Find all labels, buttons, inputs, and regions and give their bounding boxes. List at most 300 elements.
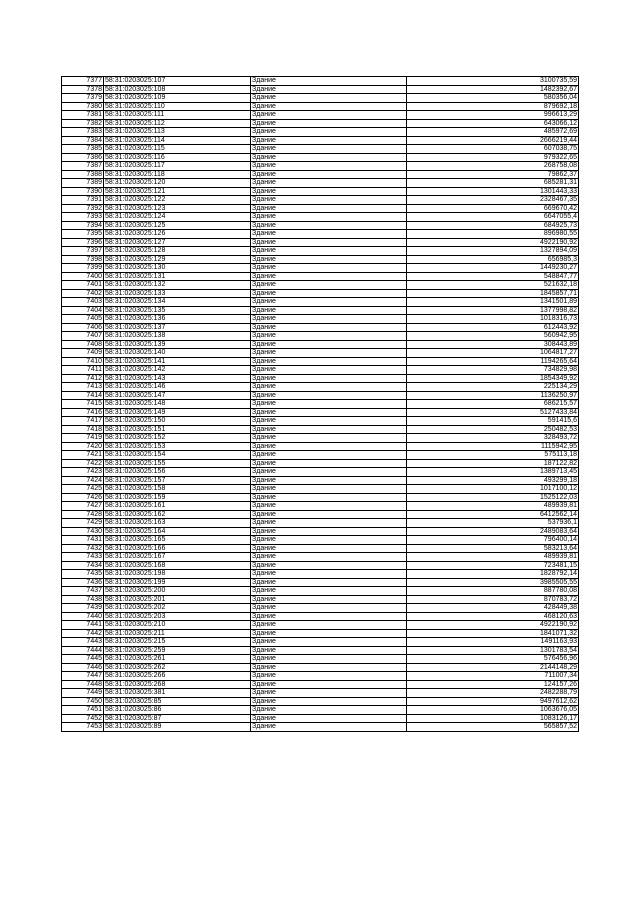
cadastral-number-cell: 58:31:0203025:122 bbox=[104, 196, 251, 205]
object-type-cell: Здание bbox=[251, 459, 407, 468]
object-type-cell: Здание bbox=[251, 349, 407, 358]
cadastral-value-cell: 187122,82 bbox=[407, 459, 579, 468]
table-row bbox=[62, 196, 579, 205]
table-row bbox=[62, 408, 579, 417]
object-type-cell: Здание bbox=[251, 680, 407, 689]
cadastral-value-cell: 428449,38 bbox=[407, 604, 579, 613]
table-row bbox=[62, 527, 579, 536]
cadastral-value-cell: 643066,12 bbox=[407, 119, 579, 128]
cadastral-value-cell: 1018316,73 bbox=[407, 315, 579, 324]
cadastral-number-cell: 58:31:0203025:87 bbox=[104, 714, 251, 723]
row-number-cell: 7400 bbox=[62, 272, 104, 281]
cadastral-number-cell: 58:31:0203025:115 bbox=[104, 145, 251, 154]
cadastral-number-cell: 58:31:0203025:198 bbox=[104, 570, 251, 579]
cadastral-number-cell: 58:31:0203025:107 bbox=[104, 77, 251, 86]
cadastral-value-cell: 1301783,54 bbox=[407, 646, 579, 655]
cadastral-value-cell: 6647055,4 bbox=[407, 213, 579, 222]
row-number-cell: 7396 bbox=[62, 238, 104, 247]
row-number-cell: 7388 bbox=[62, 170, 104, 179]
cadastral-number-cell: 58:31:0203025:137 bbox=[104, 323, 251, 332]
row-number-cell: 7431 bbox=[62, 536, 104, 545]
object-type-cell: Здание bbox=[251, 102, 407, 111]
table-row bbox=[62, 672, 579, 681]
row-number-cell: 7405 bbox=[62, 315, 104, 324]
object-type-cell: Здание bbox=[251, 221, 407, 230]
object-type-cell: Здание bbox=[251, 289, 407, 298]
object-type-cell: Здание bbox=[251, 136, 407, 145]
cadastral-value-cell: 1341501,89 bbox=[407, 298, 579, 307]
cadastral-value-cell: 493299,18 bbox=[407, 476, 579, 485]
table-row bbox=[62, 349, 579, 358]
object-type-cell: Здание bbox=[251, 128, 407, 137]
cadastral-value-cell: 607038,75 bbox=[407, 145, 579, 154]
row-number-cell: 7394 bbox=[62, 221, 104, 230]
object-type-cell: Здание bbox=[251, 357, 407, 366]
cadastral-value-cell: 686215,57 bbox=[407, 400, 579, 409]
cadastral-number-cell: 58:31:0203025:139 bbox=[104, 340, 251, 349]
table-row bbox=[62, 451, 579, 460]
object-type-cell: Здание bbox=[251, 255, 407, 264]
cadastral-number-cell: 58:31:0203025:138 bbox=[104, 332, 251, 341]
row-number-cell: 7402 bbox=[62, 289, 104, 298]
cadastral-value-cell: 548847,77 bbox=[407, 272, 579, 281]
object-type-cell: Здание bbox=[251, 587, 407, 596]
cadastral-number-cell: 58:31:0203025:199 bbox=[104, 578, 251, 587]
object-type-cell: Здание bbox=[251, 162, 407, 171]
table-row bbox=[62, 391, 579, 400]
cadastral-value-cell: 1063676,05 bbox=[407, 706, 579, 715]
object-type-cell: Здание bbox=[251, 340, 407, 349]
cadastral-value-cell: 6412562,14 bbox=[407, 510, 579, 519]
row-number-cell: 7438 bbox=[62, 595, 104, 604]
row-number-cell: 7449 bbox=[62, 689, 104, 698]
cadastral-value-cell: 1845857,71 bbox=[407, 289, 579, 298]
cadastral-value-cell: 1064817,27 bbox=[407, 349, 579, 358]
table-row bbox=[62, 442, 579, 451]
cadastral-value-cell: 308443,89 bbox=[407, 340, 579, 349]
table-row bbox=[62, 544, 579, 553]
cadastral-number-cell: 58:31:0203025:203 bbox=[104, 612, 251, 621]
table-row bbox=[62, 145, 579, 154]
table-row bbox=[62, 162, 579, 171]
object-type-cell: Здание bbox=[251, 621, 407, 630]
table-row bbox=[62, 366, 579, 375]
cadastral-number-cell: 58:31:0203025:200 bbox=[104, 587, 251, 596]
cadastral-value-cell: 79862,37 bbox=[407, 170, 579, 179]
row-number-cell: 7397 bbox=[62, 247, 104, 256]
cadastral-number-cell: 58:31:0203025:167 bbox=[104, 553, 251, 562]
row-number-cell: 7453 bbox=[62, 723, 104, 732]
cadastral-value-cell: 225134,29 bbox=[407, 383, 579, 392]
row-number-cell: 7381 bbox=[62, 111, 104, 120]
table-row bbox=[62, 179, 579, 188]
object-type-cell: Здание bbox=[251, 196, 407, 205]
row-number-cell: 7452 bbox=[62, 714, 104, 723]
row-number-cell: 7446 bbox=[62, 663, 104, 672]
row-number-cell: 7447 bbox=[62, 672, 104, 681]
cadastral-value-cell: 583213,64 bbox=[407, 544, 579, 553]
object-type-cell: Здание bbox=[251, 264, 407, 273]
cadastral-number-cell: 58:31:0203025:110 bbox=[104, 102, 251, 111]
table-row bbox=[62, 230, 579, 239]
object-type-cell: Здание bbox=[251, 502, 407, 511]
row-number-cell: 7387 bbox=[62, 162, 104, 171]
object-type-cell: Здание bbox=[251, 391, 407, 400]
object-type-cell: Здание bbox=[251, 425, 407, 434]
cadastral-number-cell: 58:31:0203025:126 bbox=[104, 230, 251, 239]
row-number-cell: 7418 bbox=[62, 425, 104, 434]
object-type-cell: Здание bbox=[251, 697, 407, 706]
cadastral-number-cell: 58:31:0203025:153 bbox=[104, 442, 251, 451]
row-number-cell: 7404 bbox=[62, 306, 104, 315]
object-type-cell: Здание bbox=[251, 408, 407, 417]
cadastral-number-cell: 58:31:0203025:131 bbox=[104, 272, 251, 281]
cadastral-number-cell: 58:31:0203025:166 bbox=[104, 544, 251, 553]
row-number-cell: 7440 bbox=[62, 612, 104, 621]
cadastral-number-cell: 58:31:0203025:156 bbox=[104, 468, 251, 477]
cadastral-value-cell: 684925,73 bbox=[407, 221, 579, 230]
table-row bbox=[62, 102, 579, 111]
table-row bbox=[62, 502, 579, 511]
cadastral-table bbox=[61, 76, 579, 732]
table-row bbox=[62, 604, 579, 613]
cadastral-number-cell: 58:31:0203025:149 bbox=[104, 408, 251, 417]
table-row bbox=[62, 595, 579, 604]
cadastral-number-cell: 58:31:0203025:86 bbox=[104, 706, 251, 715]
cadastral-number-cell: 58:31:0203025:141 bbox=[104, 357, 251, 366]
table-row bbox=[62, 561, 579, 570]
object-type-cell: Здание bbox=[251, 366, 407, 375]
cadastral-value-cell: 1828792,14 bbox=[407, 570, 579, 579]
cadastral-number-cell: 58:31:0203025:159 bbox=[104, 493, 251, 502]
row-number-cell: 7383 bbox=[62, 128, 104, 137]
cadastral-value-cell: 2482288,79 bbox=[407, 689, 579, 698]
cadastral-value-cell: 887780,08 bbox=[407, 587, 579, 596]
object-type-cell: Здание bbox=[251, 247, 407, 256]
table-row bbox=[62, 281, 579, 290]
cadastral-value-cell: 1115942,95 bbox=[407, 442, 579, 451]
table-row bbox=[62, 315, 579, 324]
row-number-cell: 7435 bbox=[62, 570, 104, 579]
cadastral-value-cell: 250482,53 bbox=[407, 425, 579, 434]
row-number-cell: 7448 bbox=[62, 680, 104, 689]
cadastral-number-cell: 58:31:0203025:146 bbox=[104, 383, 251, 392]
table-row bbox=[62, 459, 579, 468]
cadastral-number-cell: 58:31:0203025:201 bbox=[104, 595, 251, 604]
cadastral-number-cell: 58:31:0203025:129 bbox=[104, 255, 251, 264]
cadastral-value-cell: 796400,14 bbox=[407, 536, 579, 545]
document-page bbox=[61, 76, 579, 732]
cadastral-value-cell: 268758,08 bbox=[407, 162, 579, 171]
cadastral-value-cell: 521632,18 bbox=[407, 281, 579, 290]
table-row bbox=[62, 468, 579, 477]
cadastral-value-cell: 565857,52 bbox=[407, 723, 579, 732]
object-type-cell: Здание bbox=[251, 612, 407, 621]
table-row bbox=[62, 94, 579, 103]
object-type-cell: Здание bbox=[251, 629, 407, 638]
cadastral-value-cell: 879692,18 bbox=[407, 102, 579, 111]
cadastral-number-cell: 58:31:0203025:121 bbox=[104, 187, 251, 196]
table-row bbox=[62, 493, 579, 502]
table-row bbox=[62, 587, 579, 596]
cadastral-value-cell: 1377998,82 bbox=[407, 306, 579, 315]
cadastral-number-cell: 58:31:0203025:259 bbox=[104, 646, 251, 655]
cadastral-number-cell: 58:31:0203025:140 bbox=[104, 349, 251, 358]
cadastral-number-cell: 58:31:0203025:215 bbox=[104, 638, 251, 647]
cadastral-number-cell: 58:31:0203025:154 bbox=[104, 451, 251, 460]
row-number-cell: 7421 bbox=[62, 451, 104, 460]
table-row bbox=[62, 536, 579, 545]
cadastral-number-cell: 58:31:0203025:168 bbox=[104, 561, 251, 570]
row-number-cell: 7408 bbox=[62, 340, 104, 349]
cadastral-value-cell: 489939,81 bbox=[407, 502, 579, 511]
cadastral-number-cell: 58:31:0203025:108 bbox=[104, 85, 251, 94]
cadastral-number-cell: 58:31:0203025:89 bbox=[104, 723, 251, 732]
cadastral-number-cell: 58:31:0203025:109 bbox=[104, 94, 251, 103]
table-row bbox=[62, 485, 579, 494]
cadastral-number-cell: 58:31:0203025:135 bbox=[104, 306, 251, 315]
cadastral-number-cell: 58:31:0203025:261 bbox=[104, 655, 251, 664]
row-number-cell: 7393 bbox=[62, 213, 104, 222]
cadastral-value-cell: 4922190,92 bbox=[407, 621, 579, 630]
row-number-cell: 7409 bbox=[62, 349, 104, 358]
row-number-cell: 7433 bbox=[62, 553, 104, 562]
cadastral-number-cell: 58:31:0203025:117 bbox=[104, 162, 251, 171]
object-type-cell: Здание bbox=[251, 536, 407, 545]
cadastral-number-cell: 58:31:0203025:123 bbox=[104, 204, 251, 213]
cadastral-value-cell: 575113,18 bbox=[407, 451, 579, 460]
row-number-cell: 7437 bbox=[62, 587, 104, 596]
cadastral-value-cell: 9497612,62 bbox=[407, 697, 579, 706]
cadastral-value-cell: 1017100,12 bbox=[407, 485, 579, 494]
row-number-cell: 7392 bbox=[62, 204, 104, 213]
object-type-cell: Здание bbox=[251, 451, 407, 460]
object-type-cell: Здание bbox=[251, 723, 407, 732]
object-type-cell: Здание bbox=[251, 442, 407, 451]
row-number-cell: 7424 bbox=[62, 476, 104, 485]
row-number-cell: 7415 bbox=[62, 400, 104, 409]
cadastral-number-cell: 58:31:0203025:268 bbox=[104, 680, 251, 689]
object-type-cell: Здание bbox=[251, 298, 407, 307]
table-row bbox=[62, 689, 579, 698]
cadastral-value-cell: 1841071,32 bbox=[407, 629, 579, 638]
row-number-cell: 7386 bbox=[62, 153, 104, 162]
object-type-cell: Здание bbox=[251, 417, 407, 426]
cadastral-value-cell: 979322,65 bbox=[407, 153, 579, 162]
cadastral-number-cell: 58:31:0203025:155 bbox=[104, 459, 251, 468]
table-row bbox=[62, 136, 579, 145]
table-row bbox=[62, 264, 579, 273]
cadastral-number-cell: 58:31:0203025:202 bbox=[104, 604, 251, 613]
table-row bbox=[62, 655, 579, 664]
object-type-cell: Здание bbox=[251, 485, 407, 494]
table-row bbox=[62, 340, 579, 349]
cadastral-value-cell: 1327894,09 bbox=[407, 247, 579, 256]
cadastral-number-cell: 58:31:0203025:143 bbox=[104, 374, 251, 383]
table-row bbox=[62, 77, 579, 86]
row-number-cell: 7419 bbox=[62, 434, 104, 443]
row-number-cell: 7414 bbox=[62, 391, 104, 400]
table-row bbox=[62, 153, 579, 162]
cadastral-number-cell: 58:31:0203025:147 bbox=[104, 391, 251, 400]
cadastral-number-cell: 58:31:0203025:130 bbox=[104, 264, 251, 273]
cadastral-number-cell: 58:31:0203025:266 bbox=[104, 672, 251, 681]
cadastral-number-cell: 58:31:0203025:113 bbox=[104, 128, 251, 137]
cadastral-value-cell: 1389713,45 bbox=[407, 468, 579, 477]
row-number-cell: 7406 bbox=[62, 323, 104, 332]
table-row bbox=[62, 119, 579, 128]
cadastral-value-cell: 656985,3 bbox=[407, 255, 579, 264]
table-row bbox=[62, 255, 579, 264]
table-row bbox=[62, 85, 579, 94]
object-type-cell: Здание bbox=[251, 230, 407, 239]
table-row bbox=[62, 663, 579, 672]
table-row bbox=[62, 128, 579, 137]
row-number-cell: 7410 bbox=[62, 357, 104, 366]
cadastral-number-cell: 58:31:0203025:162 bbox=[104, 510, 251, 519]
object-type-cell: Здание bbox=[251, 527, 407, 536]
row-number-cell: 7395 bbox=[62, 230, 104, 239]
cadastral-value-cell: 896980,55 bbox=[407, 230, 579, 239]
object-type-cell: Здание bbox=[251, 323, 407, 332]
table-row bbox=[62, 706, 579, 715]
table-row bbox=[62, 272, 579, 281]
cadastral-number-cell: 58:31:0203025:124 bbox=[104, 213, 251, 222]
row-number-cell: 7403 bbox=[62, 298, 104, 307]
object-type-cell: Здание bbox=[251, 179, 407, 188]
object-type-cell: Здание bbox=[251, 213, 407, 222]
cadastral-value-cell: 468120,63 bbox=[407, 612, 579, 621]
cadastral-value-cell: 1083126,17 bbox=[407, 714, 579, 723]
row-number-cell: 7382 bbox=[62, 119, 104, 128]
object-type-cell: Здание bbox=[251, 689, 407, 698]
cadastral-number-cell: 58:31:0203025:118 bbox=[104, 170, 251, 179]
table-row bbox=[62, 680, 579, 689]
object-type-cell: Здание bbox=[251, 646, 407, 655]
table-row bbox=[62, 638, 579, 647]
cadastral-number-cell: 58:31:0203025:211 bbox=[104, 629, 251, 638]
table-row bbox=[62, 187, 579, 196]
table-row bbox=[62, 621, 579, 630]
cadastral-value-cell: 1449230,27 bbox=[407, 264, 579, 273]
row-number-cell: 7391 bbox=[62, 196, 104, 205]
row-number-cell: 7451 bbox=[62, 706, 104, 715]
row-number-cell: 7436 bbox=[62, 578, 104, 587]
cadastral-number-cell: 58:31:0203025:142 bbox=[104, 366, 251, 375]
table-row bbox=[62, 111, 579, 120]
table-row bbox=[62, 578, 579, 587]
object-type-cell: Здание bbox=[251, 638, 407, 647]
cadastral-value-cell: 1482392,67 bbox=[407, 85, 579, 94]
table-row bbox=[62, 400, 579, 409]
cadastral-value-cell: 485972,69 bbox=[407, 128, 579, 137]
table-row bbox=[62, 714, 579, 723]
cadastral-number-cell: 58:31:0203025:128 bbox=[104, 247, 251, 256]
row-number-cell: 7385 bbox=[62, 145, 104, 154]
cadastral-number-cell: 58:31:0203025:85 bbox=[104, 697, 251, 706]
cadastral-number-cell: 58:31:0203025:136 bbox=[104, 315, 251, 324]
cadastral-value-cell: 2666219,44 bbox=[407, 136, 579, 145]
table-row bbox=[62, 553, 579, 562]
object-type-cell: Здание bbox=[251, 655, 407, 664]
table-row bbox=[62, 374, 579, 383]
table-row bbox=[62, 612, 579, 621]
cadastral-value-cell: 723481,15 bbox=[407, 561, 579, 570]
row-number-cell: 7422 bbox=[62, 459, 104, 468]
row-number-cell: 7445 bbox=[62, 655, 104, 664]
row-number-cell: 7389 bbox=[62, 179, 104, 188]
row-number-cell: 7432 bbox=[62, 544, 104, 553]
cadastral-number-cell: 58:31:0203025:120 bbox=[104, 179, 251, 188]
table-row bbox=[62, 306, 579, 315]
row-number-cell: 7401 bbox=[62, 281, 104, 290]
row-number-cell: 7412 bbox=[62, 374, 104, 383]
table-row bbox=[62, 323, 579, 332]
cadastral-value-cell: 328493,72 bbox=[407, 434, 579, 443]
cadastral-number-cell: 58:31:0203025:152 bbox=[104, 434, 251, 443]
row-number-cell: 7420 bbox=[62, 442, 104, 451]
table-row bbox=[62, 298, 579, 307]
table-row bbox=[62, 383, 579, 392]
row-number-cell: 7423 bbox=[62, 468, 104, 477]
object-type-cell: Здание bbox=[251, 374, 407, 383]
row-number-cell: 7429 bbox=[62, 519, 104, 528]
cadastral-value-cell: 734829,98 bbox=[407, 366, 579, 375]
table-row bbox=[62, 646, 579, 655]
cadastral-value-cell: 996613,29 bbox=[407, 111, 579, 120]
table-row bbox=[62, 357, 579, 366]
cadastral-number-cell: 58:31:0203025:116 bbox=[104, 153, 251, 162]
object-type-cell: Здание bbox=[251, 578, 407, 587]
cadastral-value-cell: 870783,72 bbox=[407, 595, 579, 604]
object-type-cell: Здание bbox=[251, 315, 407, 324]
row-number-cell: 7417 bbox=[62, 417, 104, 426]
row-number-cell: 7379 bbox=[62, 94, 104, 103]
table-row bbox=[62, 476, 579, 485]
cadastral-number-cell: 58:31:0203025:163 bbox=[104, 519, 251, 528]
object-type-cell: Здание bbox=[251, 510, 407, 519]
cadastral-value-cell: 2489083,64 bbox=[407, 527, 579, 536]
object-type-cell: Здание bbox=[251, 383, 407, 392]
table-row bbox=[62, 247, 579, 256]
row-number-cell: 7443 bbox=[62, 638, 104, 647]
cadastral-number-cell: 58:31:0203025:112 bbox=[104, 119, 251, 128]
object-type-cell: Здание bbox=[251, 204, 407, 213]
row-number-cell: 7441 bbox=[62, 621, 104, 630]
cadastral-number-cell: 58:31:0203025:210 bbox=[104, 621, 251, 630]
row-number-cell: 7425 bbox=[62, 485, 104, 494]
object-type-cell: Здание bbox=[251, 281, 407, 290]
cadastral-value-cell: 580356,04 bbox=[407, 94, 579, 103]
cadastral-value-cell: 1136250,97 bbox=[407, 391, 579, 400]
cadastral-value-cell: 1301443,33 bbox=[407, 187, 579, 196]
cadastral-value-cell: 1854349,92 bbox=[407, 374, 579, 383]
cadastral-value-cell: 124157,26 bbox=[407, 680, 579, 689]
cadastral-value-cell: 591415,6 bbox=[407, 417, 579, 426]
table-row bbox=[62, 417, 579, 426]
cadastral-value-cell: 3100735,59 bbox=[407, 77, 579, 86]
object-type-cell: Здание bbox=[251, 400, 407, 409]
cadastral-value-cell: 560942,95 bbox=[407, 332, 579, 341]
cadastral-number-cell: 58:31:0203025:164 bbox=[104, 527, 251, 536]
cadastral-value-cell: 2144148,29 bbox=[407, 663, 579, 672]
cadastral-number-cell: 58:31:0203025:111 bbox=[104, 111, 251, 120]
object-type-cell: Здание bbox=[251, 85, 407, 94]
object-type-cell: Здание bbox=[251, 561, 407, 570]
table-row bbox=[62, 570, 579, 579]
cadastral-value-cell: 1525122,03 bbox=[407, 493, 579, 502]
object-type-cell: Здание bbox=[251, 119, 407, 128]
